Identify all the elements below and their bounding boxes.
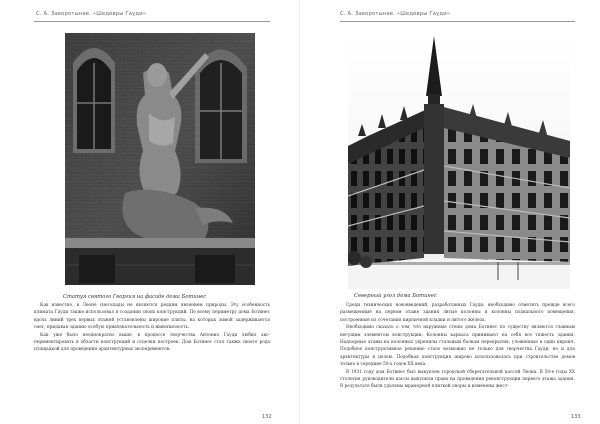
running-head-left: С. А. Заворотынев. «Шедевры Гауди»	[36, 11, 147, 17]
building-photo	[348, 36, 570, 289]
statue-photo-image	[65, 33, 255, 285]
page-number-right: 133	[571, 414, 581, 420]
body-text-right	[340, 302, 575, 391]
body-text-left	[34, 302, 270, 354]
paragraph: Как известно, в Леоне снегопады не являются редким явлением природы. Эту особенность климата Гауди также использовал в создании своих конструкций. По всему периметру дома Ботинес вдоль линий трех первых этажей установлены широкие плиты, на которых зимой задерживается снег, придавая зданию особую привлекательность и живописность.	[34, 303, 270, 331]
statue-photo	[65, 33, 255, 285]
paragraph: Необходимо сказать о том, что наружные стены дома Ботинес по существу являются главным несущим элементом конструкции. Колонны каркаса принимают на себя все тяжесть здания. Надпорные этажи на колонных укрепилы стальным балкам перекрытия, уложенные в один кирпич. Подобное конструктивное решение стало возможно не только для творчества Гауди, но и для архитектуры в целом. Подобная конструкция широко использовалась при строительстве домов только в середине 50-х годов XX века.	[340, 325, 575, 368]
photo-caption-left: Статуя святого Георгия на фасаде дома Ботинес	[63, 294, 207, 300]
paragraph: Как уже было неоднократно выше, в процессе творчества Антонио Гауди любил экспериментировать в области конструкций и отделки построек. Дом Ботинес стал также своего рода площадкой для проведения архитектурных экспериментов.	[34, 332, 270, 353]
paragraph: В 1931 году дом Ботинес был выкуплен городской сберегательной кассой Леона. В 50-е годы XX столетия руководители кассы выкупили право на проведения реконструкции первого этажа здания. В результате были удалены мраморной плиткой опоры и изменены жест-	[340, 369, 575, 390]
header-rule-right	[340, 21, 575, 22]
right-page	[300, 0, 600, 424]
page-number-left: 132	[262, 414, 272, 420]
header-rule-left	[34, 21, 270, 22]
running-head-right: С. А. Заворотынев. «Шедевры Гауди»	[340, 11, 451, 17]
building-photo-image	[348, 36, 570, 289]
paragraph: Среди технических нововведений, разработанных Гауди, необходимо отметить прежде всего размещенные на первом этаже здания литые колонны и колонны подвального помещения, построенные из сочетания кирпичной кладки и литого железа.	[340, 303, 575, 323]
photo-caption-right: Северный угол дома Ботинес	[354, 293, 437, 299]
